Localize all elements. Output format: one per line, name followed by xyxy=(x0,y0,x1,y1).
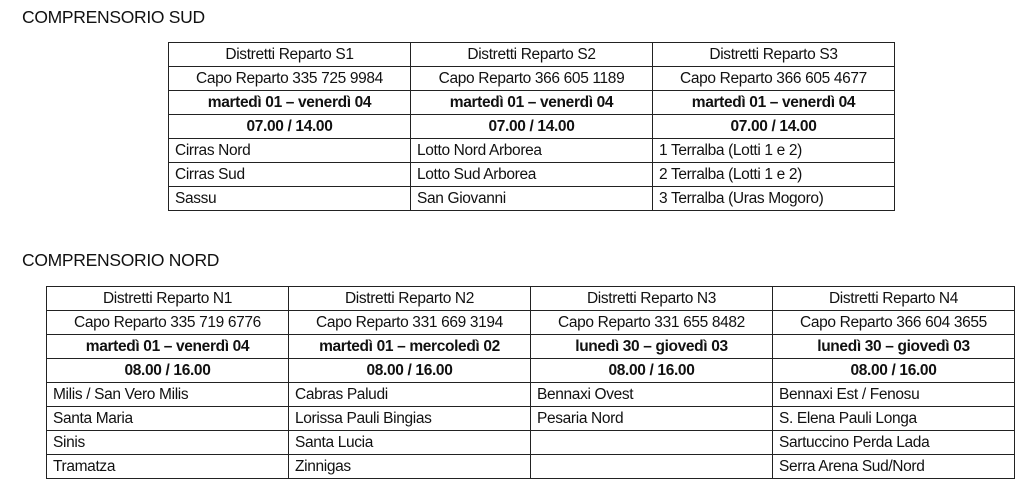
hours-cell: 07.00 / 14.00 xyxy=(411,115,653,139)
district-cell: Zinnigas xyxy=(289,455,531,479)
days-cell: lunedì 30 – giovedì 03 xyxy=(773,335,1015,359)
district-cell: 3 Terralba (Uras Mogoro) xyxy=(653,187,895,211)
days-row xyxy=(169,91,895,115)
schedule-table-sud xyxy=(168,42,895,211)
section-title-sud: COMPRENSORIO SUD xyxy=(22,7,205,27)
days-cell: lunedì 30 – giovedì 03 xyxy=(531,335,773,359)
district-cell: Cabras Paludi xyxy=(289,383,531,407)
district-cell: Cirras Sud xyxy=(169,163,411,187)
phone-cell: Capo Reparto 331 655 8482 xyxy=(531,311,773,335)
days-row xyxy=(47,335,1015,359)
district-cell: Pesaria Nord xyxy=(531,407,773,431)
district-cell xyxy=(531,431,773,455)
district-cell xyxy=(531,455,773,479)
phone-cell: Capo Reparto 331 669 3194 xyxy=(289,311,531,335)
days-cell: martedì 01 – venerdì 04 xyxy=(169,91,411,115)
phone-cell: Capo Reparto 366 605 4677 xyxy=(653,67,895,91)
district-row xyxy=(169,139,895,163)
district-cell: Tramatza xyxy=(47,455,289,479)
schedule-table-nord xyxy=(46,286,1015,479)
district-row xyxy=(47,383,1015,407)
district-cell: Sartuccino Perda Lada xyxy=(773,431,1015,455)
district-cell: Bennaxi Est / Fenosu xyxy=(773,383,1015,407)
hours-cell: 08.00 / 16.00 xyxy=(47,359,289,383)
district-cell: Santa Maria xyxy=(47,407,289,431)
hours-cell: 07.00 / 14.00 xyxy=(653,115,895,139)
district-header-cell: Distretti Reparto N4 xyxy=(773,287,1015,311)
district-cell: Santa Lucia xyxy=(289,431,531,455)
phone-row xyxy=(169,67,895,91)
district-cell: Bennaxi Ovest xyxy=(531,383,773,407)
section-title-nord: COMPRENSORIO NORD xyxy=(22,250,220,270)
phone-cell: Capo Reparto 335 719 6776 xyxy=(47,311,289,335)
hours-row xyxy=(47,359,1015,383)
district-cell: Lotto Sud Arborea xyxy=(411,163,653,187)
district-header-cell: Distretti Reparto N2 xyxy=(289,287,531,311)
district-cell: Sinis xyxy=(47,431,289,455)
district-row xyxy=(169,187,895,211)
district-cell: Milis / San Vero Milis xyxy=(47,383,289,407)
district-header-cell: Distretti Reparto N1 xyxy=(47,287,289,311)
header-row xyxy=(47,287,1015,311)
header-row xyxy=(169,43,895,67)
district-row xyxy=(47,431,1015,455)
district-cell: Serra Arena Sud/Nord xyxy=(773,455,1015,479)
district-cell: 2 Terralba (Lotti 1 e 2) xyxy=(653,163,895,187)
days-cell: martedì 01 – venerdì 04 xyxy=(411,91,653,115)
district-cell: Lotto Nord Arborea xyxy=(411,139,653,163)
hours-row xyxy=(169,115,895,139)
hours-cell: 08.00 / 16.00 xyxy=(289,359,531,383)
district-row xyxy=(47,407,1015,431)
district-header-cell: Distretti Reparto S1 xyxy=(169,43,411,67)
days-cell: martedì 01 – venerdì 04 xyxy=(653,91,895,115)
district-header-cell: Distretti Reparto S3 xyxy=(653,43,895,67)
district-header-cell: Distretti Reparto S2 xyxy=(411,43,653,67)
phone-cell: Capo Reparto 366 605 1189 xyxy=(411,67,653,91)
days-cell: martedì 01 – mercoledì 02 xyxy=(289,335,531,359)
district-cell: Cirras Nord xyxy=(169,139,411,163)
phone-cell: Capo Reparto 366 604 3655 xyxy=(773,311,1015,335)
hours-cell: 08.00 / 16.00 xyxy=(531,359,773,383)
district-cell: San Giovanni xyxy=(411,187,653,211)
district-header-cell: Distretti Reparto N3 xyxy=(531,287,773,311)
district-row xyxy=(169,163,895,187)
hours-cell: 08.00 / 16.00 xyxy=(773,359,1015,383)
phone-row xyxy=(47,311,1015,335)
district-cell: 1 Terralba (Lotti 1 e 2) xyxy=(653,139,895,163)
district-cell: S. Elena Pauli Longa xyxy=(773,407,1015,431)
hours-cell: 07.00 / 14.00 xyxy=(169,115,411,139)
days-cell: martedì 01 – venerdì 04 xyxy=(47,335,289,359)
phone-cell: Capo Reparto 335 725 9984 xyxy=(169,67,411,91)
district-cell: Sassu xyxy=(169,187,411,211)
district-row xyxy=(47,455,1015,479)
district-cell: Lorissa Pauli Bingias xyxy=(289,407,531,431)
